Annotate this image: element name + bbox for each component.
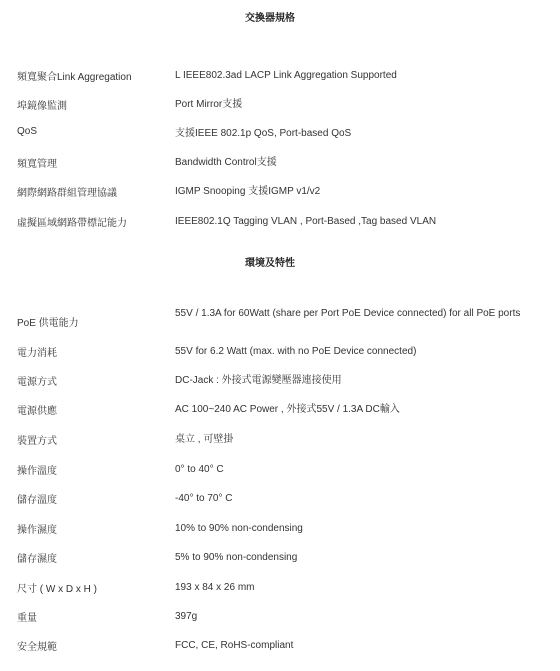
spec-value: 5% to 90% non-condensing — [175, 552, 298, 563]
spec-label: 電源供應 — [17, 406, 57, 417]
spec-value: 桌立 , 可壁掛 — [175, 434, 234, 445]
spec-value: IEEE802.1Q Tagging VLAN , Port-Based ,Tag based VLAN — [175, 216, 437, 227]
spec-label: 頻寬聚合Link Aggregation — [17, 72, 132, 83]
spec-value: 55V / 1.3A for 60Watt (share per Port PoE Device connected) for all PoE ports — [175, 308, 521, 319]
spec-value: Bandwidth Control支援 — [175, 157, 277, 168]
spec-label: 操作溫度 — [17, 466, 57, 477]
spec-value: FCC, CE, RoHS-compliant — [175, 640, 294, 651]
spec-value: Port Mirror支援 — [175, 99, 243, 110]
spec-label: 儲存溫度 — [17, 495, 57, 506]
spec-label: QoS — [17, 126, 38, 137]
spec-label: 網際網路群組管理協議 — [17, 188, 117, 199]
spec-label: 儲存濕度 — [17, 554, 57, 565]
spec-value: -40° to 70° C — [175, 493, 233, 504]
spec-label: 頻寬管理 — [17, 159, 57, 170]
spec-value: AC 100~240 AC Power , 外接式55V / 1.3A DC輸入 — [175, 404, 400, 415]
spec-value: L IEEE802.3ad LACP Link Aggregation Supported — [175, 70, 397, 81]
spec-value: DC-Jack : 外接式電源變壓器連接使用 — [175, 375, 342, 386]
spec-value: 55V for 6.2 Watt (max. with no PoE Device connected) — [175, 346, 417, 357]
spec-label: 重量 — [17, 613, 37, 624]
spec-label: 尺寸 ( W x D x H ) — [17, 584, 97, 595]
spec-value: 193 x 84 x 26 mm — [175, 582, 255, 593]
spec-label: 裝置方式 — [17, 436, 57, 447]
spec-value: 0° to 40° C — [175, 464, 224, 475]
spec-value: 397g — [175, 611, 198, 622]
spec-label: PoE 供電能力 — [17, 318, 79, 329]
spec-label: 埠鏡像監測 — [17, 101, 67, 112]
spec-label: 電源方式 — [17, 377, 57, 388]
spec-label: 電力消耗 — [17, 348, 57, 359]
spec-label: 操作濕度 — [17, 525, 57, 536]
spec-value: 10% to 90% non-condensing — [175, 523, 303, 534]
spec-label: 安全規範 — [17, 642, 57, 653]
section-title-environment: 環境及特性 — [245, 258, 295, 269]
spec-value: 支援IEEE 802.1p QoS, Port-based QoS — [175, 128, 352, 139]
section-title-switch-specs: 交換器規格 — [245, 13, 295, 24]
spec-label: 虛擬區域網路帶標記能力 — [17, 218, 127, 229]
spec-value: IGMP Snooping 支援IGMP v1/v2 — [175, 186, 321, 197]
